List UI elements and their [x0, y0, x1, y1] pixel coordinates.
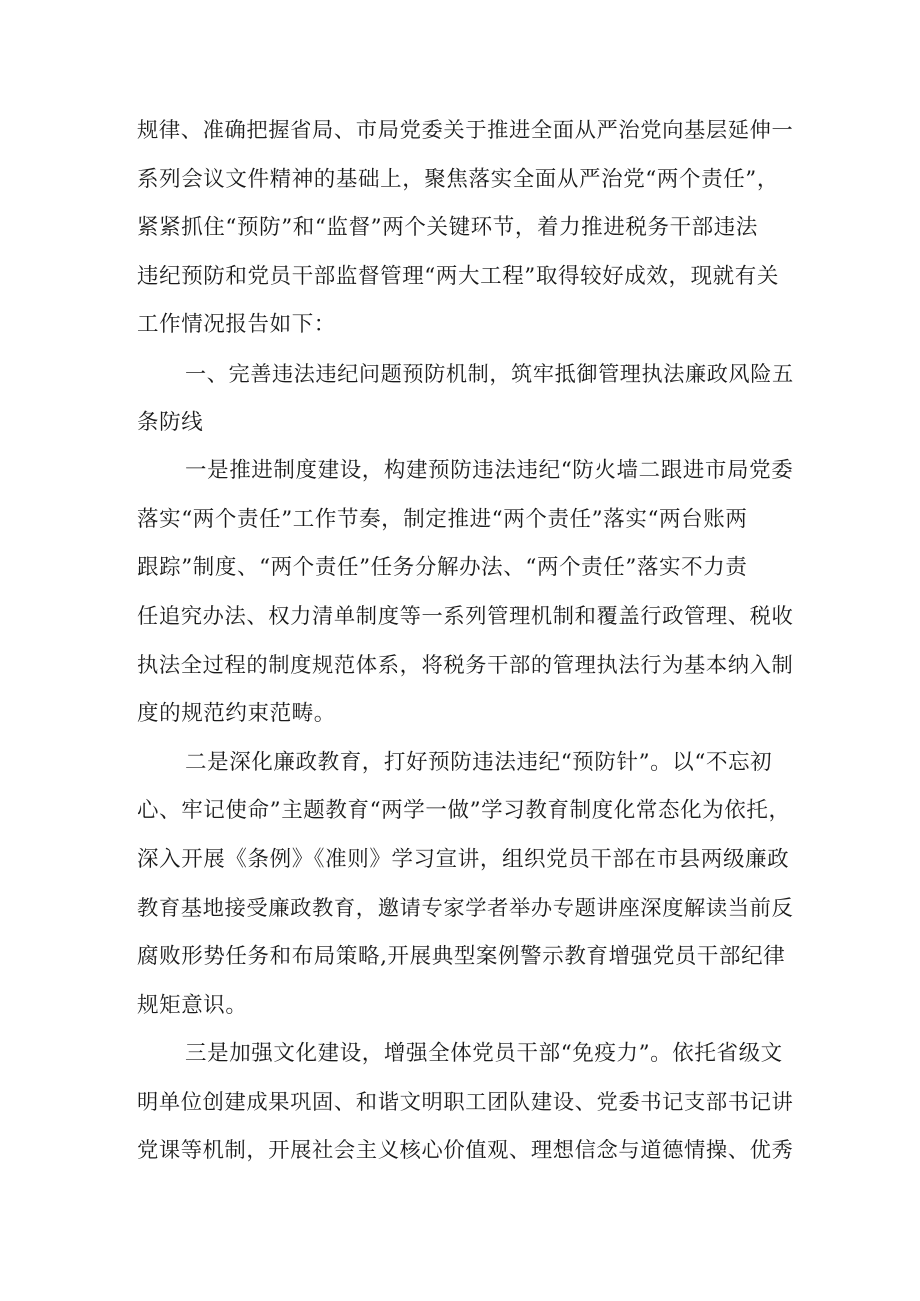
text-line: 党课等机制，开展社会主义核心价值观、理想信念与道德情操、优秀	[137, 1138, 794, 1164]
text-line: 跟踪”制度、“两个责任”任务分解办法、“两个责任”落实不力责	[137, 555, 748, 581]
text-line: 任追究办法、权力清单制度等一系列管理机制和覆盖行政管理、税收	[137, 603, 794, 629]
text-line: 腐败形势任务和布局策略,开展典型案例警示教育增强党员干部纪律	[137, 944, 786, 970]
text-line: 深入开展《条例》《准则》学习宣讲，组织党员干部在市县两级廉政	[137, 846, 790, 872]
text-line: 条防线	[137, 409, 204, 435]
text-line: 心、牢记使命”主题教育“两学一做”学习教育制度化常态化为依托，	[137, 798, 791, 824]
text-line: 违纪预防和党员干部监督管理“两大工程”取得较好成效，现就有关	[137, 263, 779, 289]
paragraph-item-3	[137, 1030, 797, 1176]
text-line: 度的规范约束范畴。	[137, 701, 336, 727]
text-line: 二是深化廉政教育，打好预防违法违纪“预防针”。以“不忘初	[185, 749, 773, 775]
text-line: 教育基地接受廉政教育，邀请专家学者举办专题讲座深度解读当前反	[137, 895, 794, 921]
paragraph-intro	[137, 107, 797, 350]
text-line: 一是推进制度建设，构建预防违法违纪“防火墙二跟进市局党委	[185, 458, 794, 484]
text-line: 规律、准确把握省局、市局党委关于推进全面从严治党向基层延伸一	[137, 118, 794, 143]
text-line: 明单位创建成果巩固、和谐文明职工团队建设、党委书记支部书记讲	[137, 1089, 794, 1115]
text-line: 系列会议文件精神的基础上，聚焦落实全面从严治党“两个责任”，	[137, 166, 779, 192]
text-line: 三是加强文化建设，增强全体党员干部“免疫力”。依托省级文	[185, 1041, 783, 1067]
text-line: 执法全过程的制度规范体系，将税务干部的管理执法行为基本纳入制	[137, 652, 794, 678]
paragraph-item-1	[137, 447, 797, 739]
document-body	[137, 107, 797, 1176]
section-heading-1	[137, 350, 797, 447]
text-line: 工作情况报告如下：	[137, 312, 336, 338]
text-line: 落实“两个责任”工作节奏，制定推进“两个责任”落实“两台账两	[137, 506, 748, 532]
paragraph-item-2	[137, 739, 797, 1031]
text-line: 紧紧抓住“预防”和“监督”两个关键环节，着力推进税务干部违法	[137, 215, 758, 241]
text-line: 一、完善违法违纪问题预防机制，筑牢抵御管理执法廉政风险五	[185, 360, 794, 386]
text-line: 规矩意识。	[137, 992, 248, 1018]
